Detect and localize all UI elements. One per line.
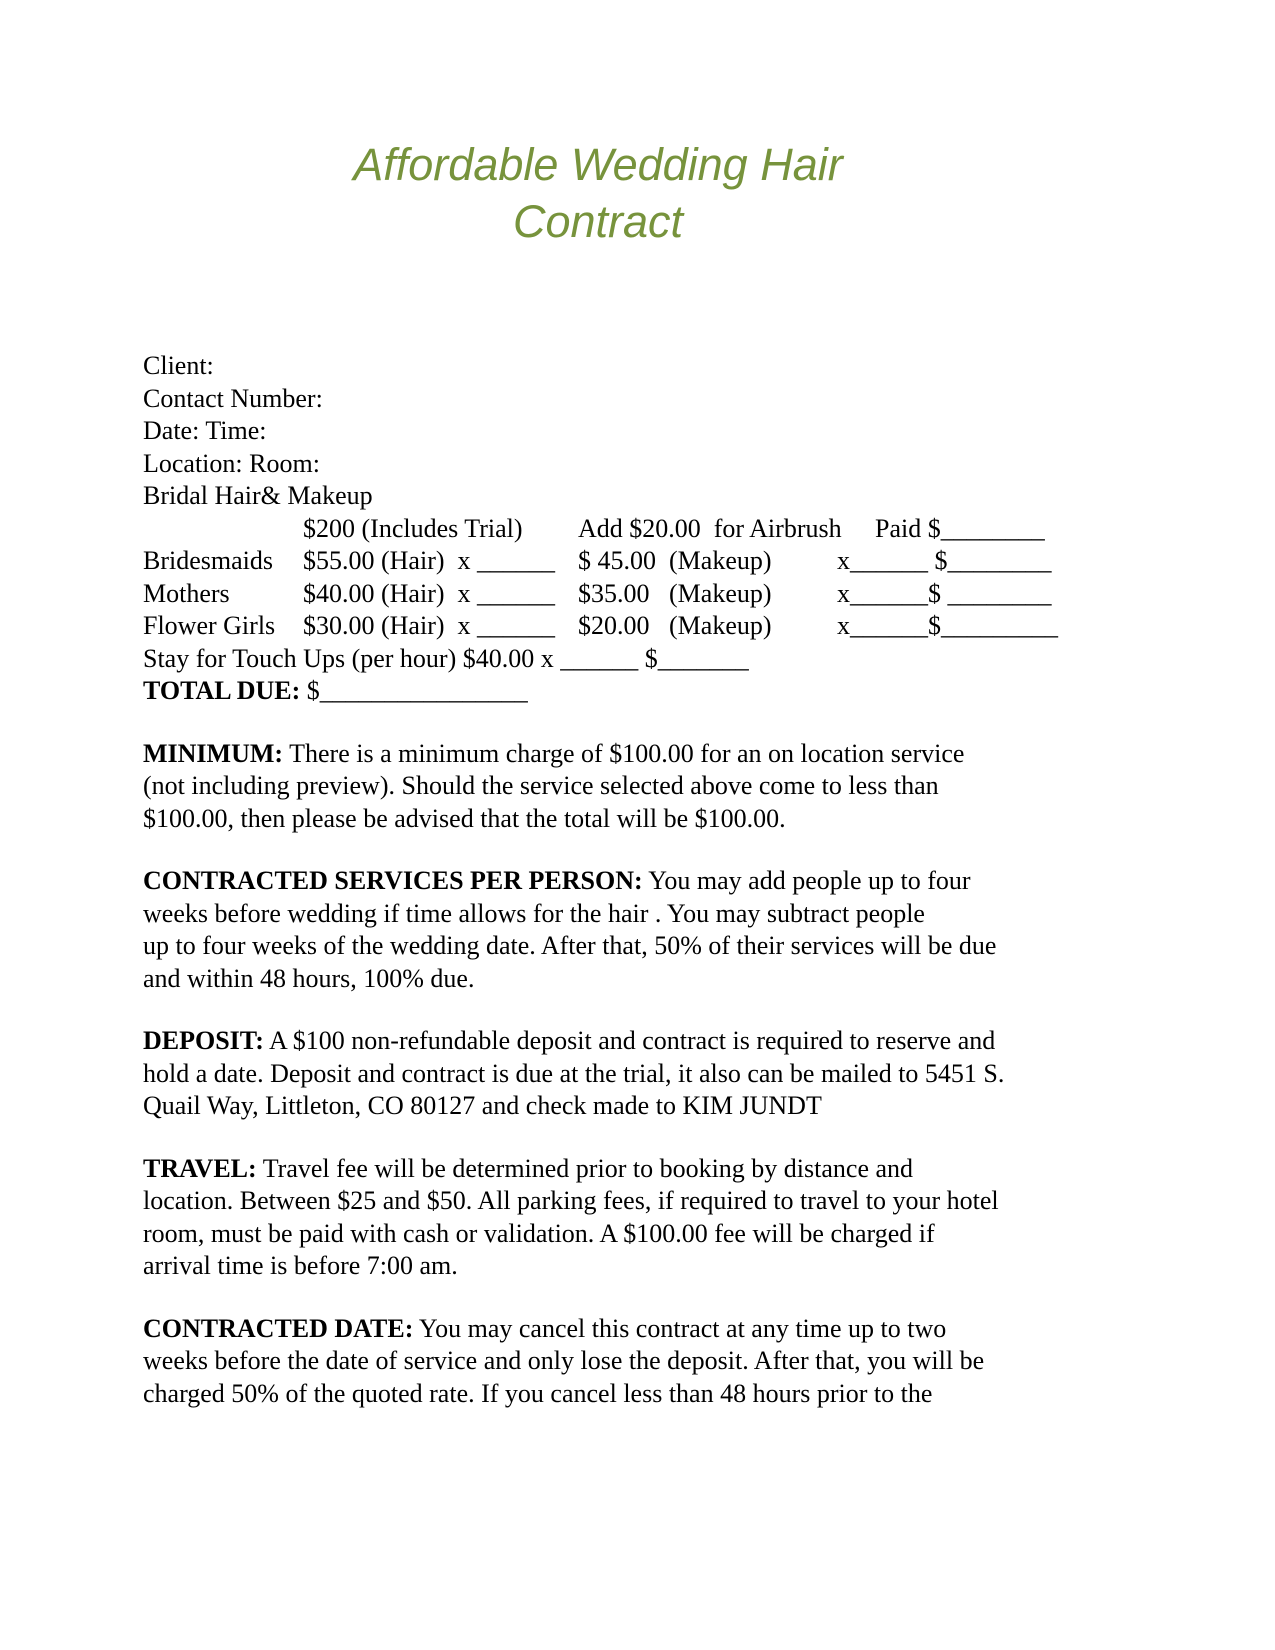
pricing-label: Mothers [143, 578, 230, 608]
pricing-row-bridesmaids [143, 545, 1053, 578]
section-heading: DEPOSIT: [143, 1026, 264, 1055]
section-line: Travel fee will be determined prior to booking by distance and [262, 1153, 914, 1183]
client-label: Client: [143, 351, 214, 380]
makeup-price: $ 45.00 (Makeup) [578, 546, 772, 575]
total-due-label: TOTAL DUE: [143, 676, 301, 705]
section-line: room, must be paid with cash or validation. A $100.00 fee will be charged if [143, 1218, 935, 1248]
section-minimum [143, 738, 1053, 836]
section-contracted-date [143, 1313, 1053, 1411]
section-travel [143, 1153, 1053, 1283]
pricing-row-bridal [143, 513, 1053, 546]
quantity-amount-blank: x______$_________ [837, 611, 1058, 640]
bridal-header: Bridal Hair& Makeup [143, 481, 373, 510]
quantity-amount-blank: x______ $________ [837, 546, 1052, 575]
section-line: hold a date. Deposit and contract is due at the trial, it also can be mailed to 5451 S. [143, 1058, 1005, 1088]
section-line: charged 50% of the quoted rate. If you cancel less than 48 hours prior to the [143, 1378, 933, 1408]
section-line: weeks before the date of service and only lose the deposit. After that, you will be [143, 1346, 985, 1375]
section-line: You may cancel this contract at any time up to two [418, 1313, 947, 1343]
touchups-line: Stay for Touch Ups (per hour) $40.00 x ______ $_______ [143, 643, 749, 673]
airbrush-addon: Add $20.00 for Airbrush [578, 513, 842, 543]
total-due-blank: $________________ [300, 676, 528, 705]
section-line: (not including preview). Should the service selected above come to less than [143, 771, 939, 800]
makeup-price: $20.00 (Makeup) [578, 611, 772, 640]
hair-price: $40.00 (Hair) x ______ [303, 578, 556, 608]
section-deposit [143, 1025, 1053, 1123]
title-line-1: Affordable Wedding Hair [353, 139, 843, 190]
section-heading: MINIMUM: [143, 738, 284, 768]
paid-blank: Paid $________ [875, 513, 1045, 543]
date-time-label: Date: Time: [143, 416, 267, 445]
bridal-price: $200 (Includes Trial) [303, 513, 523, 543]
quantity-amount-blank: x______$ ________ [837, 578, 1052, 608]
section-heading: CONTRACTED DATE: [143, 1313, 414, 1343]
section-line: up to four weeks of the wedding date. After that, 50% of their services will be due [143, 931, 997, 960]
pricing-table [143, 513, 1058, 708]
section-line: A $100 non-refundable deposit and contract is required to reserve and [268, 1026, 996, 1055]
hair-price: $30.00 (Hair) x ______ [303, 611, 556, 640]
pricing-row-flower-girls [143, 610, 1058, 643]
client-info-block [143, 350, 1053, 513]
section-line: arrival time is before 7:00 am. [143, 1251, 458, 1280]
pricing-label [143, 513, 303, 546]
pricing-row-mothers [143, 578, 1053, 611]
page-title [143, 136, 1053, 250]
section-line: and within 48 hours, 100% due. [143, 963, 475, 993]
section-line: You may add people up to four [648, 866, 971, 895]
section-heading: CONTRACTED SERVICES PER PERSON: [143, 866, 643, 895]
section-line: weeks before wedding if time allows for the hair . You may subtract people [143, 898, 925, 928]
section-contracted-services [143, 865, 1053, 995]
pricing-label: Flower Girls [143, 611, 276, 640]
contact-number-label: Contact Number: [143, 383, 323, 413]
hair-price: $55.00 (Hair) x ______ [303, 546, 556, 575]
section-line: location. Between $25 and $50. All parking fees, if required to travel to your hotel [143, 1186, 999, 1215]
section-line: Quail Way, Littleton, CO 80127 and check made to KIM JUNDT [143, 1091, 822, 1120]
makeup-price: $35.00 (Makeup) [578, 578, 772, 608]
title-line-2: Contract [512, 196, 684, 247]
pricing-label: Bridesmaids [143, 546, 273, 575]
section-line: There is a minimum charge of $100.00 for an on location service [289, 738, 965, 768]
total-due-line [143, 675, 1053, 708]
section-heading: TRAVEL: [143, 1153, 257, 1183]
section-line: $100.00, then please be advised that the total will be $100.00. [143, 803, 786, 833]
document-content [143, 0, 1058, 1410]
location-room-label: Location: Room: [143, 448, 320, 478]
